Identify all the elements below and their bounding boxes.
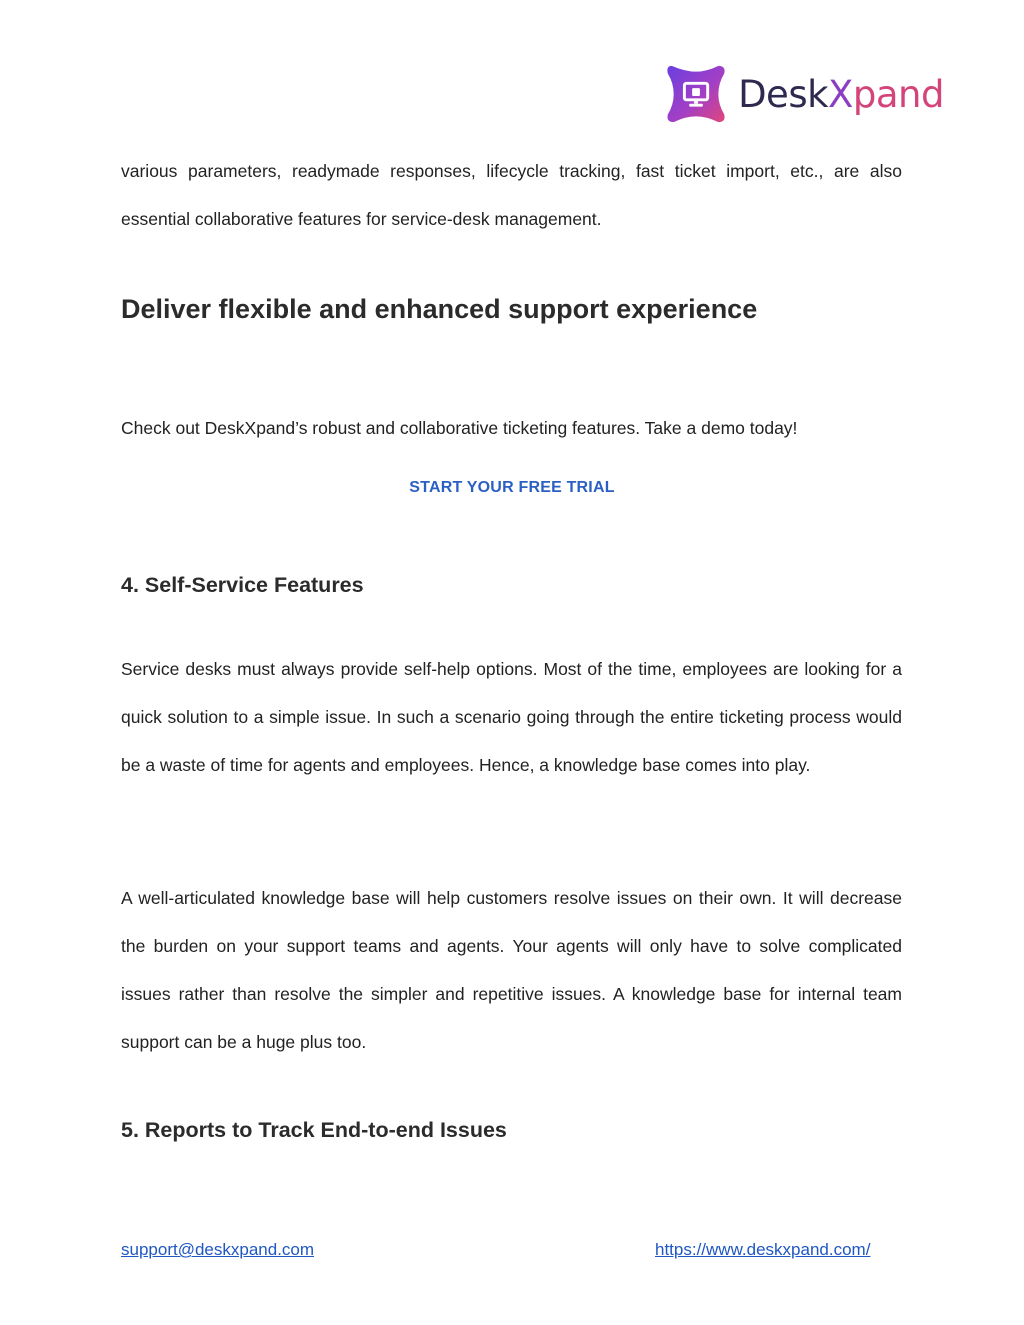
logo-word-desk: Desk bbox=[738, 72, 829, 116]
section-5-title: 5. Reports to Track End-to-end Issues bbox=[121, 1118, 507, 1142]
section-4-title: 4. Self-Service Features bbox=[121, 573, 364, 597]
footer-email-link[interactable]: support@deskxpand.com bbox=[121, 1240, 315, 1259]
deskxpand-logo-icon bbox=[664, 61, 728, 127]
logo-word-x: X bbox=[828, 72, 853, 116]
section-4-paragraph-1: Service desks must always provide self-help options. Most of the time, employees are looking for a quick solution to a simple issue. In such a scenario going through the entire ticketing process would be a waste of time for agents and employees. Hence, a knowledge base comes into play. bbox=[121, 659, 902, 775]
deskxpand-logo bbox=[664, 60, 944, 128]
footer-website-link[interactable]: https://www.deskxpand.com/ bbox=[655, 1240, 871, 1259]
start-free-trial-link[interactable]: START YOUR FREE TRIAL bbox=[409, 479, 615, 496]
cta-text: Check out DeskXpand’s robust and collaborative ticketing features. Take a demo today! bbox=[121, 418, 798, 438]
cta-heading: Deliver flexible and enhanced support experience bbox=[121, 294, 758, 324]
logo-wordmark bbox=[738, 72, 944, 116]
intro-paragraph: various parameters, readymade responses, lifecycle tracking, fast ticket import, etc., are also essential collaborative features for service-desk management. bbox=[121, 161, 902, 229]
logo-word-pand: pand bbox=[852, 72, 944, 116]
section-4-paragraph-2: A well-articulated knowledge base will help customers resolve issues on their own. It will decrease the burden on your support teams and agents. Your agents will only have to solve complicated issues rather than resolve the simpler and repetitive issues. A knowledge base for internal team support can be a huge plus too. bbox=[121, 888, 902, 1052]
